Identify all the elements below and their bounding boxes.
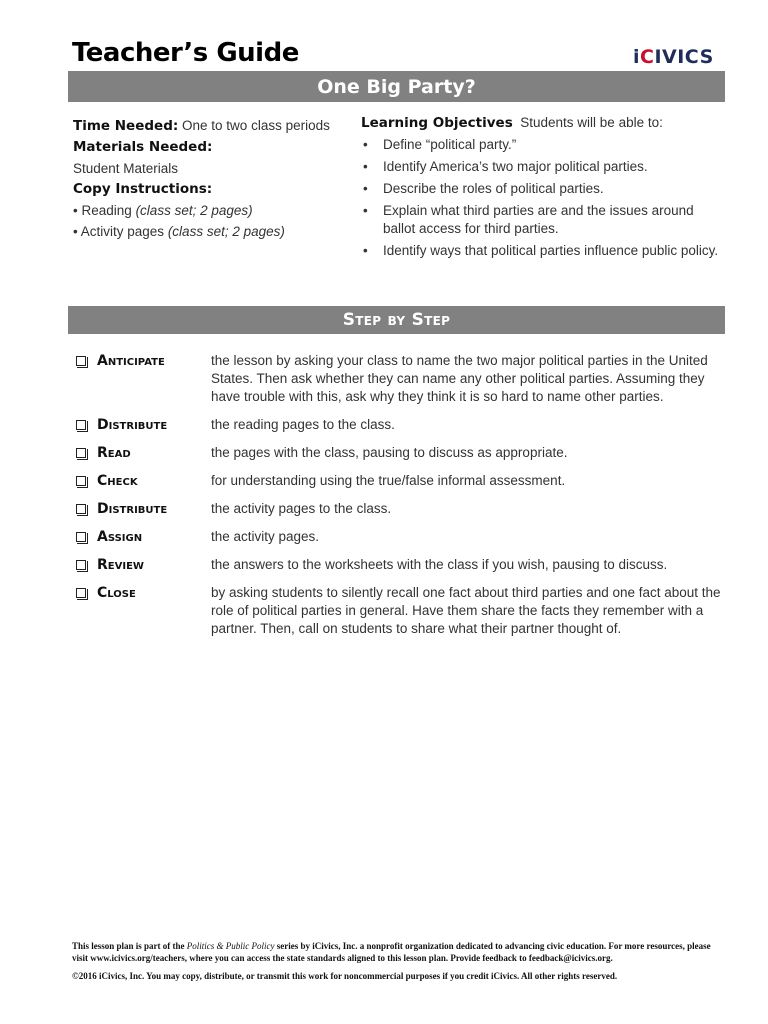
time-needed-value: One to two class periods — [182, 118, 330, 133]
objectives-header — [361, 114, 721, 132]
objectives-list — [361, 136, 721, 260]
step-description: the activity pages. — [211, 529, 320, 544]
bullet: • — [73, 203, 78, 218]
footer-copyright: ©2016 iCivics, Inc. You may copy, distribute, or transmit this work for noncommercial purposes if you credit iCivics. All other rights reserved. — [72, 971, 618, 981]
checkbox-icon[interactable] — [76, 560, 86, 570]
step-row — [76, 528, 721, 546]
objective-text: Identify America’s two major political parties. — [383, 159, 648, 174]
materials-needed-value: Student Materials — [73, 161, 179, 176]
step-verb: Distribute — [97, 417, 168, 433]
copy-item — [73, 221, 353, 242]
step-by-step-banner — [68, 306, 725, 334]
logo-letters-rest: IVICS — [654, 46, 714, 68]
objective-text: Explain what third parties are and the issues around ballot access for third parties. — [383, 203, 694, 236]
checkbox-icon[interactable] — [76, 356, 86, 366]
step-verb: Check — [97, 473, 138, 489]
objective-text: Define “political party.” — [383, 137, 517, 152]
step-row — [76, 500, 721, 518]
step-description: by asking students to silently recall one fact about third parties and one fact about the role of political parties in general. Have them share the facts they remember with a partner. Then, call on students to share what their partner thought of. — [211, 585, 721, 636]
step-verb: Assign — [97, 529, 143, 545]
copy-item-name: Activity pages — [80, 224, 165, 239]
lesson-title-banner — [68, 71, 725, 102]
copy-item-note: (class set; 2 pages) — [167, 224, 285, 239]
logo-letter-c: C — [640, 46, 655, 68]
bullet: • — [73, 224, 78, 239]
objective-text: Describe the roles of political parties. — [383, 181, 604, 196]
step-description: the activity pages to the class. — [211, 501, 392, 516]
page-title: Teacher’s Guide — [72, 38, 299, 68]
copy-item-note: (class set; 2 pages) — [135, 203, 253, 218]
step-by-step-title: Step by Step — [342, 310, 451, 330]
footer-series: Politics & Public Policy — [186, 941, 275, 951]
footer-text: This lesson plan is part of the — [72, 941, 187, 951]
step-row — [76, 416, 721, 434]
copy-item — [73, 200, 353, 221]
step-description: the reading pages to the class. — [211, 417, 395, 432]
step-verb: Distribute — [97, 501, 168, 517]
objective-item: • Describe the roles of political parties. — [363, 181, 604, 196]
lesson-title: One Big Party? — [317, 75, 476, 98]
objective-text: Identify ways that political parties influence public policy. — [383, 243, 719, 258]
checkbox-icon[interactable] — [76, 420, 86, 430]
time-needed-row — [73, 115, 353, 137]
copy-item-name: Reading — [81, 203, 132, 218]
logo-letter-i: i — [633, 46, 641, 68]
checkbox-icon[interactable] — [76, 448, 86, 458]
step-verb: Read — [97, 445, 131, 461]
materials-needed-label: Materials Needed: — [73, 139, 213, 155]
step-description: the lesson by asking your class to name the two major political parties in the United States. Then ask whether they can name any other political parties. Assuming they have trouble with this, ask why they think it is so hard to name other parties. — [211, 353, 708, 404]
objective-item: • Identify America’s two major political parties. — [363, 159, 648, 174]
objective-item: • Explain what third parties are and the issues around ballot access for third parties. — [363, 203, 694, 236]
step-verb: Anticipate — [97, 353, 165, 369]
copy-instructions-label: Copy Instructions: — [73, 181, 213, 197]
footer — [72, 940, 722, 982]
time-needed-label: Time Needed: — [73, 118, 179, 134]
learning-objectives — [361, 114, 721, 264]
footer-text: series by iCivics, Inc. a nonprofit organization dedicated to advancing civic education. For more resources, please visit www.icivics.org/teachers, where you can access the state standards aligned to this lesson plan. Provide feedback to feedback@icivics.org. — [72, 941, 711, 963]
step-row — [76, 444, 721, 462]
checkbox-icon[interactable] — [76, 588, 86, 598]
step-description: the answers to the worksheets with the class if you wish, pausing to discuss. — [211, 557, 668, 572]
step-row — [76, 584, 721, 638]
objectives-intro: Students will be able to: — [520, 115, 663, 130]
step-verb: Close — [97, 585, 136, 601]
step-verb: Review — [97, 557, 144, 573]
objective-item: • Identify ways that political parties influence public policy. — [363, 243, 719, 258]
lesson-info — [73, 115, 353, 242]
footer-note — [72, 940, 722, 964]
step-row — [76, 472, 721, 490]
icivics-logo — [633, 46, 714, 68]
objectives-heading: Learning Objectives — [361, 115, 513, 131]
checkbox-icon[interactable] — [76, 504, 86, 514]
step-row — [76, 352, 721, 406]
steps-list — [76, 352, 721, 648]
checkbox-icon[interactable] — [76, 532, 86, 542]
step-description: the pages with the class, pausing to discuss as appropriate. — [211, 445, 568, 460]
step-row — [76, 556, 721, 574]
step-description: for understanding using the true/false informal assessment. — [211, 473, 566, 488]
objective-item: • Define “political party.” — [363, 137, 517, 152]
checkbox-icon[interactable] — [76, 476, 86, 486]
